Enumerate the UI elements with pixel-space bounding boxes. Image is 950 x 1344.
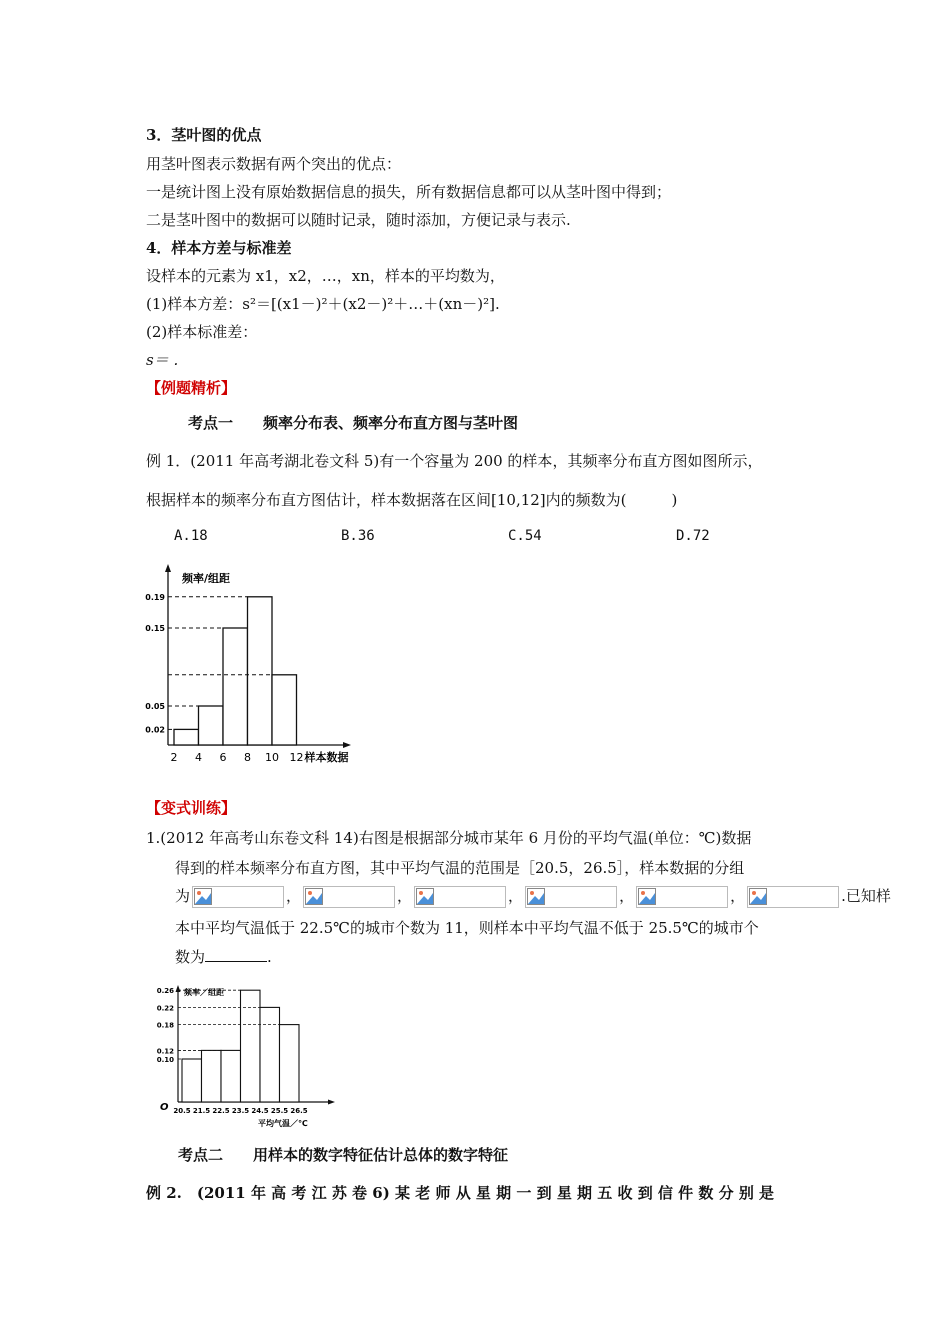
stddev-formula: s＝ . <box>146 351 179 369</box>
broken-image-icon <box>527 888 545 905</box>
broken-image-icon <box>305 888 323 905</box>
variance-formula: (1)样本方差：s²＝[(x1－)²＋(x2－)²＋…＋(xn－)²]. <box>146 295 500 313</box>
x-tick-label: 25.5 <box>270 1107 289 1115</box>
image-placeholder-6 <box>747 886 839 908</box>
section3-point2: 二是茎叶图中的数据可以随时记录，随时添加，方便记录与表示. <box>146 211 571 229</box>
histogram-bar <box>174 729 199 745</box>
x-tick-label: 2 <box>170 751 178 764</box>
x-axis-arrow <box>343 742 351 748</box>
y-tick-label: 0.10 <box>156 1056 174 1064</box>
x-tick-label: 21.5 <box>192 1107 211 1115</box>
image-placeholder-5 <box>636 886 728 908</box>
x-tick-label: 23.5 <box>231 1107 250 1115</box>
practice-header: 【变式训练】 <box>146 799 237 817</box>
section4-intro: 设样本的元素为 x1，x2，…，xn，样本的平均数为， <box>146 267 505 285</box>
practice1-line4: 本中平均气温低于 22.5℃的城市个数为 11，则样本中平均气温不低于 25.5℃的城市个 <box>175 919 759 937</box>
histogram-chart-1 <box>140 560 380 770</box>
x-tick-label: 6 <box>219 751 227 764</box>
option-d: D.72 <box>676 528 710 544</box>
broken-image-icon <box>749 888 767 905</box>
stddev-label: (2)样本标准差： <box>146 323 258 341</box>
examples-header: 【例题精析】 <box>146 379 237 397</box>
broken-image-icon <box>416 888 434 905</box>
practice1-line1: 1.(2012 年高考山东卷文科 14)右图是根据部分城市某年 6 月份的平均气温(单位：℃)数据 <box>146 829 752 847</box>
section3-heading: 3．茎叶图的优点 <box>146 126 262 144</box>
x-tick-label: 24.5 <box>251 1107 269 1115</box>
y-tick-label: 0.12 <box>156 1047 174 1056</box>
y-axis-arrow <box>176 985 181 992</box>
y-tick-label: 0.05 <box>145 702 165 711</box>
histogram-bar <box>241 990 261 1102</box>
x-tick-label: 12 <box>289 751 304 764</box>
practice1-line3-prefix: 为 <box>175 887 191 905</box>
histogram-bar <box>260 1007 280 1102</box>
answer-blank <box>205 947 267 962</box>
histogram-bar <box>248 597 273 745</box>
image-placeholder-4 <box>525 886 617 908</box>
origin-label: O <box>160 1102 169 1113</box>
image-placeholder-2 <box>303 886 395 908</box>
histogram-chart-2 <box>140 982 350 1132</box>
histogram-bar <box>223 628 248 745</box>
y-tick-label: 0.22 <box>156 1004 174 1013</box>
practice1-line2: 得到的样本频率分布直方图，其中平均气温的范围是［20.5，26.5］，样本数据的分组 <box>175 859 745 877</box>
y-tick-label: 0.18 <box>156 1021 174 1030</box>
y-tick-label: 0.15 <box>145 624 165 633</box>
y-axis-label: 频率／组距 <box>184 988 224 997</box>
option-b: B.36 <box>341 528 375 544</box>
histogram-bar <box>280 1025 300 1102</box>
section3-point1: 一是统计图上没有原始数据信息的损失，所有数据信息都可以从茎叶图中得到； <box>146 183 672 201</box>
practice1-line5-text: 数为 <box>175 948 206 966</box>
broken-image-icon <box>194 888 212 905</box>
practice1-line3: 为 ， ， ， ， ， .已知样 <box>175 885 891 908</box>
option-a: A.18 <box>174 528 208 544</box>
histogram-bar <box>221 1050 241 1102</box>
practice1-line3-suffix: .已知样 <box>841 887 891 905</box>
option-c: C.54 <box>508 528 542 544</box>
broken-image-icon <box>638 888 656 905</box>
histogram-bar <box>182 1059 202 1102</box>
x-tick-label: 8 <box>244 751 251 764</box>
y-tick-label: 0.26 <box>156 987 174 996</box>
x-tick-label: 4 <box>195 751 202 764</box>
topic2-heading: 考点二 用样本的数字特征估计总体的数字特征 <box>178 1146 509 1164</box>
y-axis-label: 频率/组距 <box>182 572 231 585</box>
topic1-heading: 考点一 频率分布表、频率分布直方图与茎叶图 <box>188 414 519 432</box>
x-axis-label: 样本数据 <box>304 751 349 764</box>
image-placeholder-3 <box>414 886 506 908</box>
x-tick-label: 22.5 <box>212 1107 230 1115</box>
histogram-bar <box>272 675 297 745</box>
y-axis-arrow <box>165 564 171 572</box>
example1-line1: 例 1．(2011 年高考湖北卷文科 5)有一个容量为 200 的样本，其频率分布直方图如图所示， <box>146 452 763 470</box>
y-tick-label: 0.02 <box>145 725 165 735</box>
y-tick-label: 0.19 <box>145 592 165 602</box>
x-tick-label: 26.5 <box>290 1107 308 1115</box>
x-axis-arrow <box>328 1100 335 1105</box>
x-tick-label: 10 <box>265 751 279 764</box>
histogram-bar <box>202 1050 222 1102</box>
practice1-line5-end: . <box>267 948 272 966</box>
image-placeholder-1 <box>192 886 284 908</box>
section3-intro: 用茎叶图表示数据有两个突出的优点： <box>146 155 402 173</box>
example2-line1 <box>146 1182 774 1203</box>
x-tick-label: 20.5 <box>173 1107 191 1115</box>
histogram-bar <box>199 706 224 745</box>
practice1-line5 <box>175 946 272 967</box>
example1-line2: 根据样本的频率分布直方图估计，样本数据落在区间[10,12]内的频数为( ) <box>146 491 678 509</box>
example2-text: 例 2. (2011 年 高 考 江 苏 卷 6) 某 老 师 从 星 期 一 到 星 期 五 收 到 信 件 数 分 别 是 <box>146 1184 775 1202</box>
section4-heading: 4．样本方差与标准差 <box>146 239 292 257</box>
x-axis-label: 平均气温／℃ <box>258 1119 308 1128</box>
